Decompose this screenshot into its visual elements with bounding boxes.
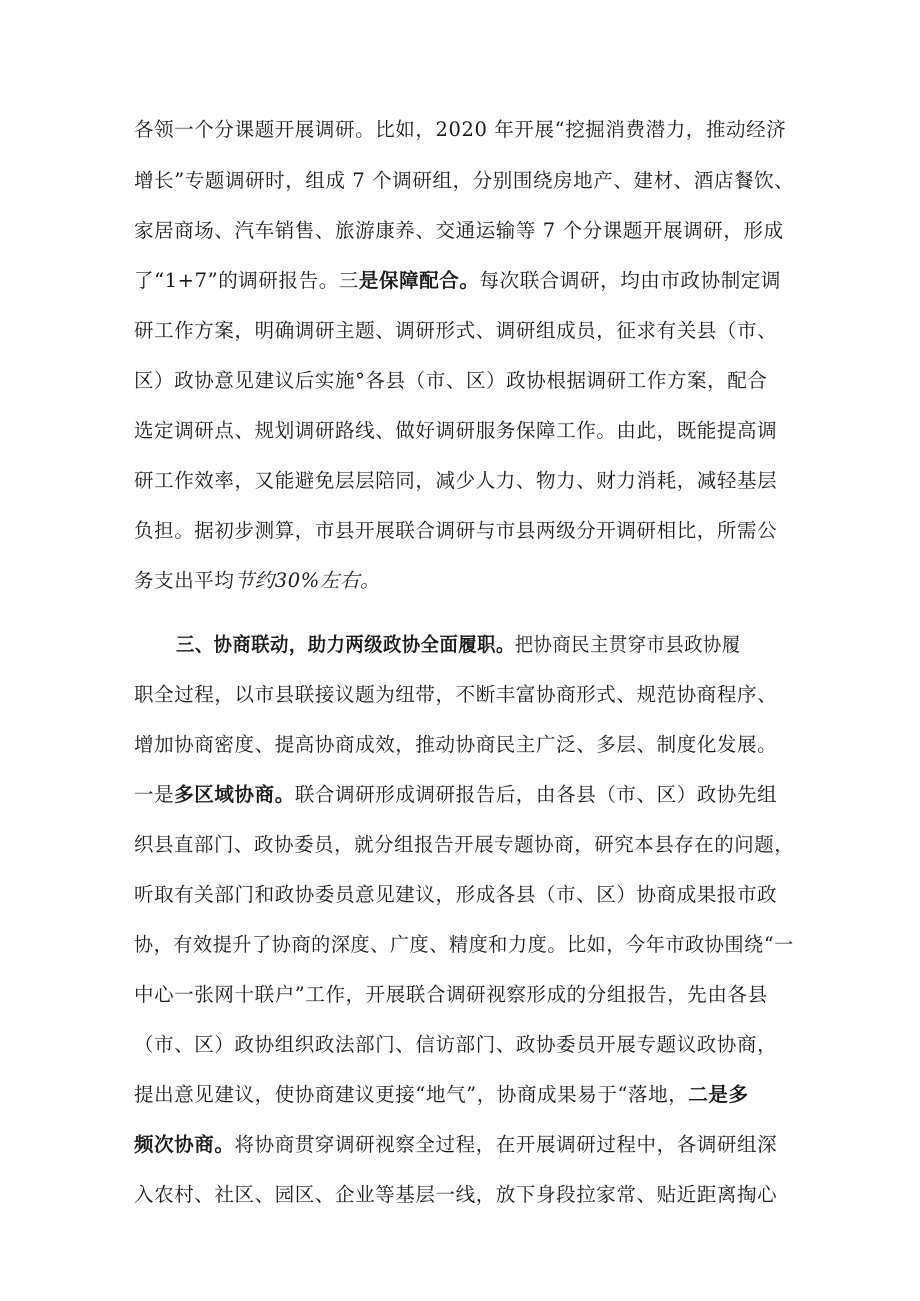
text-line: 务支出平均节约30%左右。 (134, 569, 381, 592)
section-heading: 三、协商联动，助力两级政协全面履职。 (176, 633, 515, 656)
bold-heading: 频次协商。 (134, 1133, 235, 1156)
text-line: 频次协商。将协商贯穿调研视察全过程，在开展调研过程中，各调研组深 (134, 1133, 778, 1156)
bold-heading: 是保障配合。 (358, 269, 480, 292)
text-line: 职全过程，以市县联接议题为纽带，不断丰富协商形式、规范协商程序、 (134, 683, 778, 706)
text-line: 区）政协意见建议后实施°各县（市、区）政协根据调研工作方案，配合 (134, 369, 768, 392)
text-line: 研工作方案，明确调研主题、调研形式、调研组成员，征求有关县（市、 (134, 319, 778, 342)
text-line: 各领一个分课题开展调研。比如，2020 年开展“挖掘消费潜力，推动经济 (134, 118, 787, 141)
text-line: 家居商场、汽车销售、旅游康养、交通运输等 7 个分课题开展调研，形成 (134, 219, 784, 242)
bold-heading: 多区域协商。 (174, 783, 295, 806)
italic-text: 节约30%左右。 (234, 569, 381, 592)
text-line: 三、协商联动，助力两级政协全面履职。把协商民主贯穿市县政协履 (176, 633, 741, 656)
text-line: 负担。据初步测算，市县开展联合调研与市县两级分开调研相比，所需公 (134, 519, 778, 542)
text-line: 选定调研点、规划调研路线、做好调研服务保障工作。由此，既能提高调 (134, 419, 778, 442)
text-line: 听取有关部门和政协委员意见建议，形成各县（市、区）协商成果报市政 (134, 883, 778, 906)
text-line: 入农村、社区、园区、企业等基层一线，放下身段拉家常、贴近距离掏心 (134, 1183, 778, 1206)
text-line: 研工作效率，又能避免层层陪同，减少人力、物力、财力消耗，减轻基层 (134, 469, 778, 492)
text-line: （市、区）政协组织政法部门、信访部门、政协委员开展专题议政协商， (134, 1033, 778, 1056)
bold-heading: 二是多 (688, 1083, 749, 1106)
text-line: 增加协商密度、提高协商成效，推动协商民主广泛、多层、制度化发展。 (134, 733, 778, 756)
text-line: 中心一张网十联户”工作，开展联合调研视察形成的分组报告，先由各县 (134, 983, 768, 1006)
text-line: 织县直部门、政协委员，就分组报告开展专题协商，研究本县存在的问题， (134, 833, 795, 856)
text-line: 协，有效提升了协商的深度、广度、精度和力度。比如，今年市政协围绕“一 (134, 933, 794, 956)
text-line: 提出意见建议，使协商建议更接“地气”，协商成果易于“落地，二是多 (134, 1083, 749, 1106)
text-line: 一是多区域协商。联合调研形成调研报告后，由各县（市、区）政协先组 (134, 783, 778, 806)
text-line: 了“1+7”的调研报告。三是保障配合。每次联合调研，均由市政协制定调 (134, 269, 782, 292)
text-line: 增长”专题调研时，组成 7 个调研组，分别围绕房地产、建材、酒店餐饮、 (134, 169, 795, 192)
